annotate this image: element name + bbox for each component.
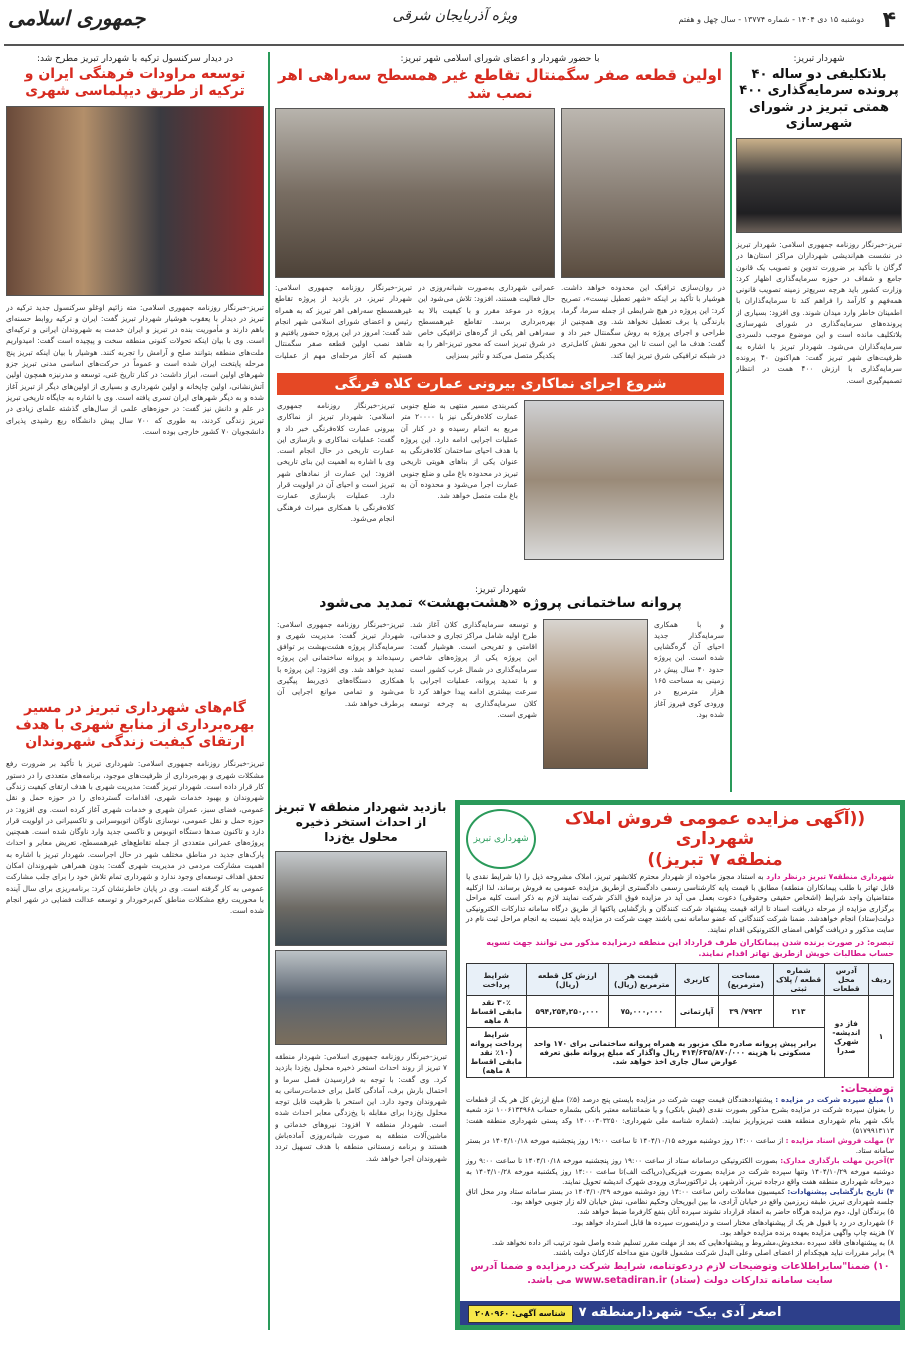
th: شرایط پرداخت xyxy=(467,964,527,996)
ad-id: شناسه آگهی: ۲۰۸۰۹۶۰ xyxy=(468,1305,573,1323)
ad-footer xyxy=(460,1301,900,1325)
th: مساحت (مترمربع) xyxy=(718,964,773,996)
th: کاربری xyxy=(675,964,718,996)
item-text: کمیسیون معاملات راس ساعت ۱۴:۰۰ روز دوشنبه مورخه ۱۴۰۴/۱۰/۲۹ در بستر سامانه ستاد ودر محل اتاق جلسه شهرداری تبریز، طبقه زیرزمین واقع در خیابان آزادی، ما بین ابوریحان وحکیم نظامی، نبش خیابان لاله زار جنوبی خواهد بود. xyxy=(466,1187,894,1207)
item-text: پیشنهاددهندگان قیمت جهت شرکت در مزایده بایستی پنج درصد (۵٪) مبلغ ارزش کل هر یک از قطعات را بعنوان سپرده شرکت در مزایده بشرح مذکور بصورت نقدی (فیش بانکی) و یا ضمانتنامه معتبر بانکی بشماره حساب ۱۰۰۶۱۳۴۹۶۸ نزد شعبه بانک شهر بنام شهرداری منطقه هفت تبریزواریز نمایند. (شماره شناسه ملی شهرداری: ۱۴۰۰۰۳۰۳۲۵۰ وکد پستی شهرداری منطقه هفت: ۵۱۷۹۹۱۳۱۱۳) xyxy=(466,1095,895,1135)
ad-item-10: ۱۰) ضمنا"سایراطلاعات وتوضیحات لازم دردعوتنامه، شرایط شرکت درمزایده و ضمنا آدرس سایت سامانه تدارکات دولت (ستاد) www.setadiran.ir می باشد. xyxy=(470,1261,890,1287)
article-body: تبریز-خبرنگار روزنامه جمهوری اسلامی: شهردار تبریز گفت: مدیریت شهری و سرمایه‌گذار پروژه هشت‌بهشت بر توافق رسیده‌اند و پروانه ساختمانی این پروژه تمدید خواهد شد. وی افزود: این پروژه با همکاری دستگاه‌های ذی‌ربط پیگیری می‌شود و تمامی موانع اجرایی آن برطرف خواهد شد. xyxy=(277,619,404,708)
headline: گام‌های شهرداری تبریز در مسیر بهره‌برداری از منابع شهری با هدف ارتقای کیفیت زندگی شهروندان xyxy=(15,700,255,750)
ad-title: ((آگهی مزایده عمومی فروش املاک شهرداری xyxy=(564,809,866,850)
article-body: تبریز-خبرنگار روزنامه جمهوری اسلامی: شهردار تبریز از نماکاری بیرونی عمارت کلاه‌فرنگی خبر داد و گفت: عملیات نماکاری و بازسازی این عمارت تاریخی در حال انجام است. وی با اشاره به اهمیت این بنای تاریخی افزود: این عمارت از نمادهای شهر تبریز است و احیای آن در اولویت قرار دارد. عملیات بازسازی عمارت کلاه‌فرنگی با همکاری میراث فرهنگی انجام می‌شود. xyxy=(277,401,395,523)
item-heading: ۴) تاریخ بازگشایی پیشنهادات: xyxy=(787,1187,894,1196)
headline: اولین قطعه صفر سگمنتال تقاطع غیر همسطح سه‌راهی اهر نصب شد xyxy=(278,66,722,102)
th: آدرس محل قطعات xyxy=(824,964,869,996)
article-body: تبریز-خبرنگار روزنامه جمهوری اسلامی: شهرداری تبریز با تأکید بر ضرورت رفع مشکلات شهری و بهره‌برداری از ظرفیت‌های موجود، برنامه‌های متعددی را در دستور کار قرار داده است. شهردار تبریز گفت: مدیریت شهری با هدف ارتقای کیفیت زندگی شهروندان و بهبود خدمات شهری، اقدامات گسترده‌ای را در حوزه حمل و نقل عمومی، فضای سبز، عمران شهری و خدمات شهری آغاز کرده است. وی افزود: در حوزه حمل و نقل عمومی، نوسازی ناوگان اتوبوسرانی و تاکسیرانی در اولویت قرار دارد و تاکنون صدها دستگاه اتوبوس و تاکسی جدید وارد ناوگان شده است. همچنین پروژه‌های عمرانی متعددی از جمله تقاطع‌های غیرهمسطح، تعریض معابر و احداث پارک‌های جدید در مناطق مختلف شهر در حال اجراست. شهردار تبریز با اشاره به اهمیت مشارکت مردمی در مدیریت شهری گفت: بدون همراهی شهروندان امکان تحقق اهداف توسعه‌ای وجود ندارد و شهرداری تمام تلاش خود را برای جلب مشارکت عمومی به کار گرفته است. وی در پایان خاطرنشان کرد: برنامه‌ریزی برای سال آینده با محوریت رفع مشکلات مناطق کم‌برخوردار و توسعه عدالت فضایی در شهر انجام شده است. xyxy=(6,759,264,916)
article-body: در روان‌سازی ترافیک این محدوده خواهد داشت. هوشیار با تأکید بر اینکه «شهر تعطیل نیست»، تصریح کرد: این پروژه در هیچ شرایطی از جمله سرما، گرما، بارندگی یا برف تعطیل نخواهد شد. وی همچنین از طراحی و اجرای پروژه به روش سگمنتال خبر داد و گفت: هدف ما این است تا این محور نقش کامل‌تری در شبکه ترافیکی شرق تبریز ایفا کند. xyxy=(561,283,725,360)
cell-payment: ۳۰٪ نقد مابقی اقساط ۸ ماهه xyxy=(467,996,527,1028)
photo-tower xyxy=(543,619,648,769)
cell-index: ۱ xyxy=(869,996,894,1078)
photo-site-visit xyxy=(561,108,725,278)
th: شماره قطعه / پلاک ثبتی xyxy=(773,964,824,996)
article-segmental xyxy=(275,54,725,362)
photo-building xyxy=(524,400,724,560)
column-divider xyxy=(268,700,270,1330)
ad-item: ۸) به پیشنهادهای فاقد سپرده ،مخدوش،مشروط و پیشنهادهایی که بعد از مهلت مقرر تسلیم شده واصل شود ترتیب اثر داده نخواهد شد. xyxy=(492,1238,894,1248)
article-body: تبریز-خبرنگار روزنامه جمهوری اسلامی: شهردار منطقه ۷ تبریز از روند احداث استخر ذخیره محلول یخ‌زدا بازدید کرد. وی گفت: با توجه به فرارسیدن فصل سرما و احتمال بارش برف، آمادگی کامل برای خدمات‌رسانی به شهروندان وجود دارد. این استخر با ظرفیت قابل توجه محلول یخ‌زدا برای مقابله با یخ‌زدگی معابر احداث شده است. شهردار منطقه ۷ افزود: نیروهای خدماتی و ماشین‌آلات منطقه به صورت شبانه‌روزی آماده‌باش هستند و برنامه زمستانی منطقه با هدف تسهیل تردد شهروندان اجرا خواهد شد. xyxy=(275,1052,447,1163)
ad-item xyxy=(466,1187,894,1207)
cell-area: ۷۹۲۳/ ۳۹ xyxy=(718,996,773,1028)
cell-total: ۵۹۴,۲۵۴,۲۵۰,۰۰۰ xyxy=(526,996,608,1028)
ad-item: ۵) برندگان اول، دوم مزایده هرگاه حاضر به انعقاد قرارداد نشوند سپرده آنان بنفع کارفرما ضبط خواهد شد. xyxy=(577,1207,894,1217)
headline: توسعه مراودات فرهنگی ایران و ترکیه از طریق دیپلماسی شهری xyxy=(24,66,246,99)
cell-address: فاز دو اندیشه- شهرک صدرا xyxy=(824,996,869,1078)
item-text: از ساعت ۱۴:۰۰ روز دوشنبه مورخه ۱۴۰۴/۱۰/۱۵ تا ساعت ۱۹:۰۰ روز پنجشنبه مورخه ۱۴۰۴/۱۰/۱۸ در بستر سامانه ستاد. xyxy=(466,1135,894,1156)
ad-note: تبصره: در صورت برنده شدن پیمانکاران طرف قرارداد این منطقه درمزایده مذکور می توانند جهت تسویه حساب مطالبات خویش ازطریق تهاتر اقدام نمایند. xyxy=(486,938,894,959)
ad-intro xyxy=(460,870,900,937)
ad-item: ۶) شهرداری در رد یا قبول هر یک از پیشنهادهای مختار است و دراینصورت سپرده ها قابل استرداد خواهد بود. xyxy=(571,1217,894,1227)
article-body: عمرانی شهرداری به‌صورت شبانه‌روزی در حال فعالیت هستند، افزود: تلاش می‌شود این پروژه در موعد مقرر و با کیفیت بالا به بهره‌برداری برسد. تقاطع غیرهمسطح سه‌راهی اهر یکی از گره‌های ترافیکی خاص در شرق تبریز است که محور تبریز-اهر را به یکدیگر متصل می‌کند و تأثیر بسزایی xyxy=(418,283,555,360)
headline: بلاتکلیفی دو ساله ۴۰ پرونده سرمایه‌گذاری ۴۰۰ همتی تبریز در شورای شهرسازی xyxy=(739,67,899,131)
intro-highlight: شهرداری منطقه۷ تبریز درنظر دارد xyxy=(766,872,894,882)
supplement-title: ویژه آذربایجان شرقی xyxy=(392,8,518,24)
ad-item xyxy=(466,1156,894,1187)
column-divider xyxy=(268,52,270,792)
explanations-title: توضیحات: xyxy=(840,1082,894,1096)
auction-ad xyxy=(455,800,905,1330)
banner-facade: شروع اجرای نماکاری بیرونی عمارت کلاه فرنگی xyxy=(277,373,724,395)
ad-title: منطقه ۷ تبریز)) xyxy=(647,849,783,870)
article-turkey xyxy=(6,54,264,694)
cell-permit-payment: شرایط پرداخت پروانه (۱۰٪ نقد مابقی اقساط ۸ ماهه) xyxy=(467,1028,527,1078)
headline: بازدید شهردار منطقه ۷ تبریز از احداث استخر ذخیره محلول یخ‌زدا xyxy=(275,800,447,844)
item-heading: ۲) مهلت فروش اسناد مزایده : xyxy=(785,1135,894,1145)
article-body: و با همکاری سرمایه‌گذار جدید احیای آن گره‌گشایی شده است. این پروژه حدود ۴۰ سال پیش در زمینی به مساحت ۱۶۵ هزار مترمربع در ورودی کوی فیروز آغاز شده بود. xyxy=(654,619,724,719)
header-divider xyxy=(4,44,904,46)
photo-meeting xyxy=(6,106,264,296)
th: ارزش کل قطعه (ریال) xyxy=(526,964,608,996)
kicker: با حضور شهردار و اعضای شورای اسلامی شهر تبریز: xyxy=(400,54,600,64)
cell-plot: ۲۱۳ xyxy=(773,996,824,1028)
article-resources xyxy=(6,700,264,1313)
article-body: تبریز-خبرنگار روزنامه جمهوری اسلامی: مته زائیم اوغلو سرکنسول جدید ترکیه در تبریز در دیدار با یعقوب هوشیار شهردار تبریز گفت: ایران و ترکیه روابط حسنه‌ای باهم دارند و مأموریت بنده در تبریز و ایران خدمت به شهروندان ایرانی و ترکیه‌ای است. وی با بیان اینکه تحولات کنونی منطقه سخت و پیچیده است گفت: امیدواریم ملت‌های منطقه بتوانند صلح و آرامش را تجربه کنند. هوشیار با بیان اینکه تبریز پنج مرحله پایتخت ایران شده است و عموماً در حرکت‌های اساسی مدنی تبریز جزو شهرهای اولین است، ابراز داشت: در کنار تاریخ غنی، توسعه و مدرنیزه همچون اولین آتش‌نشانی، اولین چاپخانه و اولین شهرداری و بسیاری از اولین‌های دیگر از تبریز آغاز شده و به دیگر شهرهای ایران تسری یافته است. وی با اشاره به جایگاه تاریخی تبریز در علم و دانش نیز گفت: در حوزه‌های علمی از سال‌های گذشته علمای زیادی در تبریز زندگی کردند، به طوری که ۷۰۰ سال پیش دانشگاه ربع رشیدی پذیرای دانشجویان ۷۰ کشور خارجی بوده است. xyxy=(6,302,264,436)
article-body: و توسعه سرمایه‌گذاری کلان آغاز شد. طرح اولیه شامل مراکز تجاری و خدماتی، اقامتی و تفریحی است. هوشیار گفت: این پروژه یکی از پروژه‌های شاخص سرمایه‌گذاری در شمال غرب کشور است و با تمدید پروانه، عملیات اجرایی با سرعت بیشتری ادامه پیدا خواهد کرد تا کلان سرمایه‌گذاری به چرخه توسعه شهری است. xyxy=(410,619,537,719)
column-divider xyxy=(730,52,732,792)
article-body: تبریز-خبرنگار روزنامه جمهوری اسلامی: شهردار تبریز در نشست هم‌اندیشی شهرداران مراکز استان‌ها در گرگان با تأکید بر ضرورت تدوین و تصویب یک قانون جامع و شفاف در حوزه سرمایه‌گذاری اظهار کرد: وزارت کشور باید هرچه سریع‌تر زمینه تصویب قانونی همه‌فهم و کارآمد را فراهم کند تا سرمایه‌گذاران با اطمینان خاطر وارد میدان شوند. وی افزود: بسیاری از پرونده‌های سرمایه‌گذاری در شورای شهرسازی بلاتکلیف مانده است و این موضوع موجب دلسردی سرمایه‌گذاران می‌شود. شهردار تبریز با اشاره به ظرفیت‌های شهر تبریز گفت: هم‌اکنون ۴۰ پرونده سرمایه‌گذاری با ارزش ۴۰۰ همت در انتظار تصمیم‌گیری است. xyxy=(736,240,902,385)
cell-permit-desc: برابر پیش پروانه صادره ملک مزبور به همراه پروانه ساختمانی برای ۱۷۰ واحد مسکونی با هزینه ۴۱۴/۶۳۵/۸۷۰/۰۰۰ ریال واگذار که مبلغ پروانه طبق تعرفه عوارض سال جاری اخذ خواهد شد. xyxy=(526,1028,824,1078)
th: ردیف xyxy=(869,964,894,996)
item-heading: ۳)آخرین مهلت بارگذاری مدارک: xyxy=(780,1156,894,1166)
photo-crane xyxy=(275,108,555,278)
ad-item: ۹) برابر مقررات نباید هیچکدام از اعضای اصلی وعلی البدل شرکت مشمول قانون منع مداخله کارکنان دولت باشند. xyxy=(553,1248,894,1258)
municipality-logo: شهرداری تبریز xyxy=(466,809,536,869)
article-investment xyxy=(736,54,902,799)
kicker: شهردار تبریز: xyxy=(474,585,527,595)
cell-price: ۷۵,۰۰۰,۰۰۰ xyxy=(608,996,675,1028)
item-text: بصورت الکترونیکی درسامانه ستاد از ساعت ۱۹:۰۰ روز پنجشنبه مورخه ۱۴۰۴/۱۰/۱۸ تا ساعت ۹:۰۰ روز دوشنبه مورخه ۱۴۰۴/۱۰/۲۹ وتنها سپرده شرکت در مزایده بصورت فیزیکی(درپاکت الف)تا ساعت ۱۴:۰۰ روز یکشنبه مورخه ۱۴۰۴/۱۰/۲۸ به دبیرخانه شهرداری منطقه هفت واقع درجاده تبریز، آذرشهر، پل تراکتورسازی ورودی شهرک اندیشه تحویل نمایند. xyxy=(466,1156,894,1186)
col xyxy=(561,108,725,362)
article-deicing xyxy=(275,800,447,1351)
photo-pool xyxy=(275,950,447,1045)
article-body: کمربندی مسیر منتهی به ضلع جنوبی عمارت کلاه‌فرنگی نیز با ۲۰۰۰۰ متر مربع به اتمام رسیده و در کنار آن عملیات اجرایی ادامه دارد. این پروژه با هدف احیای ساختمان کلاه‌فرنگی به عنوان یکی از بناهای هویتی تاریخی تبریز در محدوده باغ ملی و ضلع جنوبی عمارت اجرا می‌شود و محدوده آن به باغ ملت متصل خواهد شد. xyxy=(400,401,518,501)
article-body: تبریز-خبرنگار روزنامه جمهوری اسلامی: شهردار تبریز، در بازدید از پروژه تقاطع غیرهمسطح سه‌راهی اهر تبریز که به همراه رئیس و اعضای شورای اسلامی شهر انجام شد گفت: امروز در این پروژه حضور یافتیم و شاهد نصب اولین قطعه صفر سگمنتال هستیم که آغاز مرحله‌ای مهم از عملیات xyxy=(275,283,412,360)
headline: پروانه ساختمانی پروژه «هشت‌بهشت» تمدید می‌شود xyxy=(319,595,682,611)
col xyxy=(275,108,555,362)
page-number: ۴ xyxy=(882,8,896,33)
kicker: در دیدار سرکنسول ترکیه با شهردار تبریز مطرح شد: xyxy=(36,54,234,64)
photo-mayor xyxy=(736,138,902,233)
ad-item xyxy=(466,1095,894,1136)
cell-usage: آپارتمانی xyxy=(675,996,718,1028)
auction-table xyxy=(466,963,894,1078)
item-heading: ۱) مبلغ سپرده شرکت در مزایده : xyxy=(775,1095,894,1105)
signature: اصغر آدی بیک– شهردارمنطقه ۷ xyxy=(578,1305,782,1320)
ad-item: ۷) هزینه چاپ واگهی مزایده بعهده برنده مزایده خواهد بود. xyxy=(719,1227,894,1237)
intro-text: به استناد مجوز ماخوذه از شهردار محترم کلانشهر تبریز، املاک مشروحه ذیل را (با شرایط نقدی یا قابل تهاتر با طلب پیمانکاران منطقه) مطابق با قیمت پایه کارشناسی رسمی دادگستری ازطریق مزایده عمومی به فروش برساند، لذا ازکلیه متقاضیان واجد شرایط (اشخاص حقیقی وحقوقی) دعوت بعمل می آید در مزایده فوق الذکر شرکت نمایند لازم به ذکر است کلیه مراحل برگزاری مزایده از مرحله دریافت اسناد تا ارائه قیمت پیشنهاد شرکت کنندگان و بازگشایی پاکتها از طریق درگاه سامانه تدارکات الکترونیکی دولت(ستاد) انجام خواهدشد. ضمنا شرکت کنندگانی که عضو سامانه نمی باشند جهت شرکت در مزایده باید نسبت به انجام مراحل ثبت نام در سایت مذکور و دریافت گواهی امضای الکترونیکی اقدام نمایند. xyxy=(466,872,894,934)
ad-item xyxy=(466,1136,894,1156)
kicker: شهردار تبریز: xyxy=(793,54,845,64)
newspaper-logo: جمهوری اسلامی xyxy=(8,6,146,30)
table-row xyxy=(467,996,894,1028)
photo-visit xyxy=(275,851,447,946)
article-facade xyxy=(277,400,724,560)
th: قیمت هر مترمربع (ریال) xyxy=(608,964,675,996)
article-permit xyxy=(277,585,724,784)
ad-items xyxy=(460,1095,900,1258)
dateline: دوشنبه ۱۵ دی ۱۴۰۴ - شماره ۱۳۷۷۴ - سال چهل و هفتم xyxy=(678,15,864,24)
